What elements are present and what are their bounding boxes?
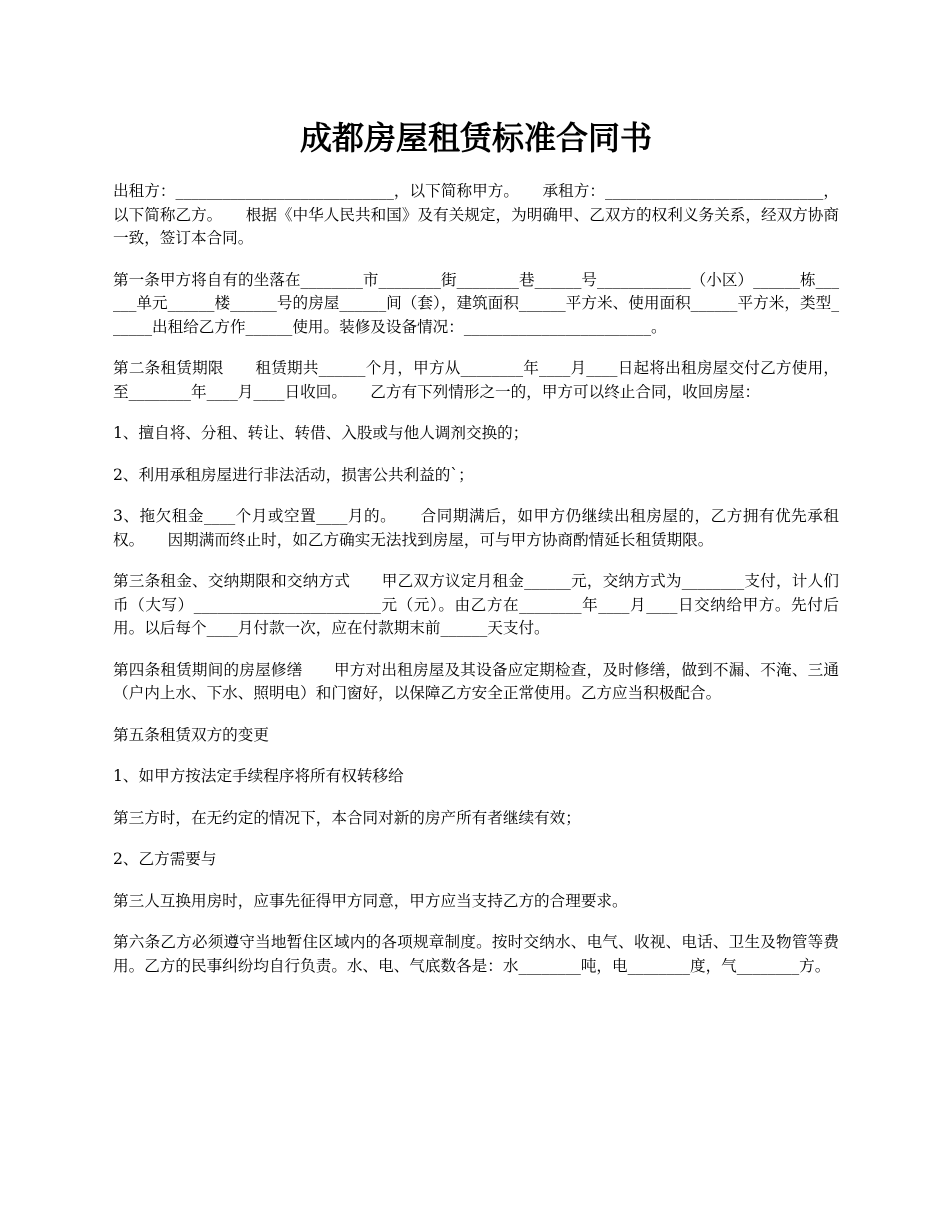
paragraph-article-1: 第一条甲方将自有的坐落在________市________街________巷______号____________（小区）______栋______单元______楼______号的房屋______间（套），建筑面积______平方米、使用面积______平方米，类型______出租给乙方作______使用。装修及设备情况：________________________。 [113, 270, 839, 336]
paragraph-article-3: 第三条租金、交纳期限和交纳方式 甲乙双方议定月租金______元，交纳方式为________支付，计人们币（大写）________________________元（元）。由乙方在________年____月____日交纳给甲方。先付后用。以后每个____月付款一次，应在付款期末前______天支付。 [113, 572, 839, 637]
list-item-1: 1、擅自将、分租、转让、转借、入股或与他人调剂交换的； [113, 424, 529, 442]
document-page [113, 116, 839, 996]
list-item-3: 3、拖欠租金____个月或空置____月的。 合同期满后，如甲方仍继续出租房屋的，乙方拥有优先承租权。 因期满而终止时，如乙方确实无法找到房屋，可与甲方协商酌情延长租赁期限。 [113, 507, 839, 549]
list-item-article-5-1: 1、如甲方按法定手续程序将所有权转移给 [113, 767, 404, 785]
paragraph-parties: 出租方：____________________________，以下简称甲方。 承租方：____________________________，以下简称乙方。 根据《中华人民共和国》及有关规定，为明确甲、乙双方的权利义务关系，经双方协商一致，签订本合同。 [113, 182, 839, 247]
paragraph-article-5-1-cont: 第三方时，在无约定的情况下，本合同对新的房产所有者继续有效； [113, 808, 581, 827]
document-title: 成都房屋租赁标准合同书 [299, 119, 652, 157]
paragraph-article-5-heading: 第五条租赁双方的变更 [113, 725, 269, 744]
list-item-2: 2、利用承租房屋进行非法活动，损害公共利益的`； [113, 465, 474, 484]
list-item-article-5-2: 2、乙方需要与 [113, 850, 217, 868]
paragraph-article-6: 第六条乙方必须遵守当地暂住区域内的各项规章制度。按时交纳水、电气、收视、电话、卫生及物管等费用。乙方的民事纠纷均自行负责。水、电、气底数各是：水________吨，电________度，气________方。 [113, 933, 839, 975]
paragraph-article-4: 第四条租赁期间的房屋修缮 甲方对出租房屋及其设备应定期检查，及时修缮，做到不漏、不淹、三通（户内上水、下水、照明电）和门窗好，以保障乙方安全正常使用。乙方应当积极配合。 [113, 660, 839, 702]
paragraph-article-2: 第二条租赁期限 租赁期共______个月，甲方从________年____月____日起将出租房屋交付乙方使用，至________年____月____日收回。 乙方有下列情形之一的，甲方可以终止合同，收回房屋： [113, 359, 839, 401]
paragraph-article-5-2-cont: 第三人互换用房时，应事先征得甲方同意，甲方应当支持乙方的合理要求。 [113, 891, 628, 910]
